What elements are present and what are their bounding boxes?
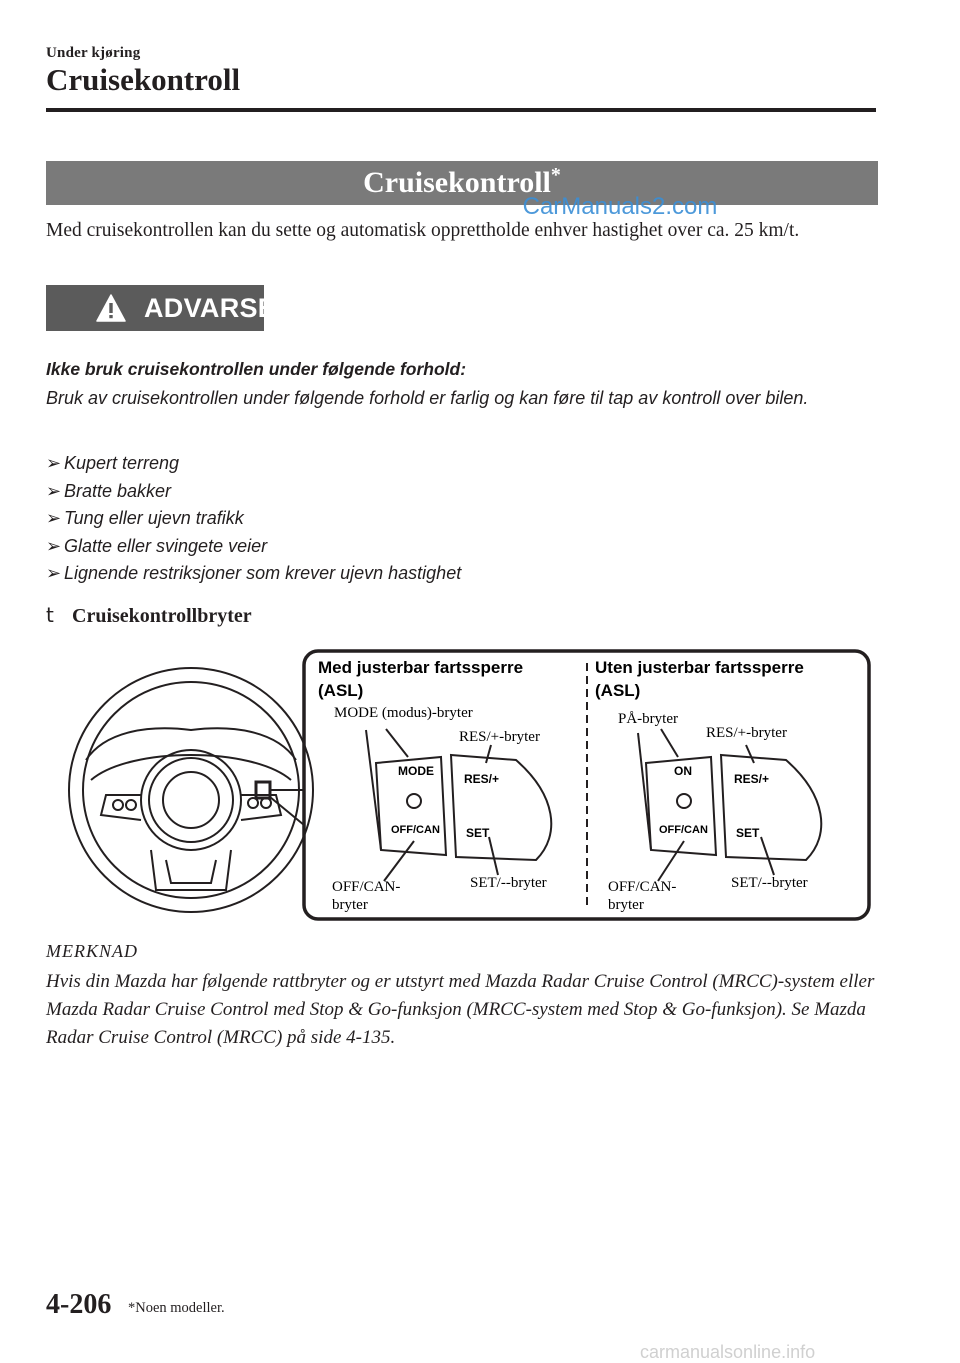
list-item: ➢ Tung eller ujevn trafikk	[46, 508, 244, 528]
right-on-label: PÅ-bryter	[618, 711, 678, 727]
warning-label: ADVARSEL	[144, 293, 293, 323]
intro-paragraph: Med cruisekontrollen kan du sette og automatisk opprettholde enhver hastighet over ca. 25 km/t.	[46, 220, 800, 241]
page-title: Cruisekontroll	[46, 62, 241, 97]
left-set-label: SET/--bryter	[470, 875, 547, 891]
right-off-label-line2: bryter	[608, 897, 644, 913]
warning-badge	[46, 285, 293, 331]
arrow-bullet-icon: ➢	[46, 453, 62, 473]
arrow-bullet-icon: ➢	[46, 536, 62, 556]
left-set-button: SET	[466, 826, 490, 840]
right-off-label-line1: OFF/CAN-	[608, 879, 677, 895]
left-res-label: RES/+-bryter	[459, 729, 540, 745]
subsection-title: Cruisekontrollbryter	[72, 605, 252, 627]
header-rule	[46, 108, 876, 112]
left-offcan-button: OFF/CAN	[391, 824, 440, 836]
list-item: ➢ Bratte bakker	[46, 481, 172, 501]
list-item: ➢ Kupert terreng	[46, 453, 180, 473]
banner-title: Cruisekontroll	[363, 166, 551, 199]
arrow-bullet-icon: ➢	[46, 563, 62, 583]
right-res-label: RES/+-bryter	[706, 725, 787, 741]
warning-heading: Ikke bruk cruisekontrollen under følgende forhold:	[46, 359, 467, 379]
right-set-label: SET/--bryter	[731, 875, 808, 891]
left-res-button: RES/+	[464, 772, 500, 786]
right-cruise-icon	[677, 794, 691, 808]
arrow-bullet-icon: ➢	[46, 508, 62, 528]
arrow-bullet-icon: ➢	[46, 481, 62, 501]
footnote: *Noen modeller.	[128, 1300, 225, 1316]
note-body: Hvis din Mazda har følgende rattbryter og er utstyrt med Mazda Radar Cruise Control (MRCC)-system eller Mazda Radar Cruise Control med Stop & Go-funksjon (MRCC-system med Stop & Go-funksjon). Se Mazda Radar Cruise Control (MRCC) på side 4-135.	[46, 971, 875, 1048]
right-heading-line1: Uten justerbar fartssperre	[595, 658, 804, 677]
right-heading-line2: (ASL)	[595, 681, 641, 700]
left-mode-label: MODE (modus)-bryter	[334, 705, 473, 721]
watermark: CarManuals2.com	[522, 193, 718, 220]
list-item: ➢ Lignende restriksjoner som krever ujevn hastighet	[46, 563, 462, 583]
right-set-button: SET	[736, 826, 760, 840]
page-number: 4-206	[46, 1289, 112, 1320]
list-item: ➢ Glatte eller svingete veier	[46, 536, 268, 556]
right-on-button: ON	[674, 764, 692, 778]
cruise-control-switch-diagram	[46, 645, 876, 930]
note-title: MERKNAD	[46, 941, 138, 961]
left-heading-line1: Med justerbar fartssperre	[318, 658, 524, 677]
right-res-button: RES/+	[734, 772, 770, 786]
section-label: Under kjøring	[46, 45, 141, 61]
subsection-marker: t	[46, 603, 54, 627]
left-off-label-line1: OFF/CAN-	[332, 879, 401, 895]
footer-watermark: carmanualsonline.info	[640, 1342, 816, 1362]
left-mode-button: MODE	[398, 764, 434, 778]
warning-triangle-icon	[96, 294, 126, 322]
subsection-heading	[46, 603, 252, 628]
left-off-label-line2: bryter	[332, 897, 368, 913]
left-cruise-icon	[407, 794, 421, 808]
left-heading-line2: (ASL)	[318, 681, 364, 700]
warning-body: Bruk av cruisekontrollen under følgende forhold er farlig og kan føre til tap av kontroll over bilen.	[46, 388, 809, 408]
right-offcan-button: OFF/CAN	[659, 824, 708, 836]
banner-marker: *	[550, 164, 561, 186]
